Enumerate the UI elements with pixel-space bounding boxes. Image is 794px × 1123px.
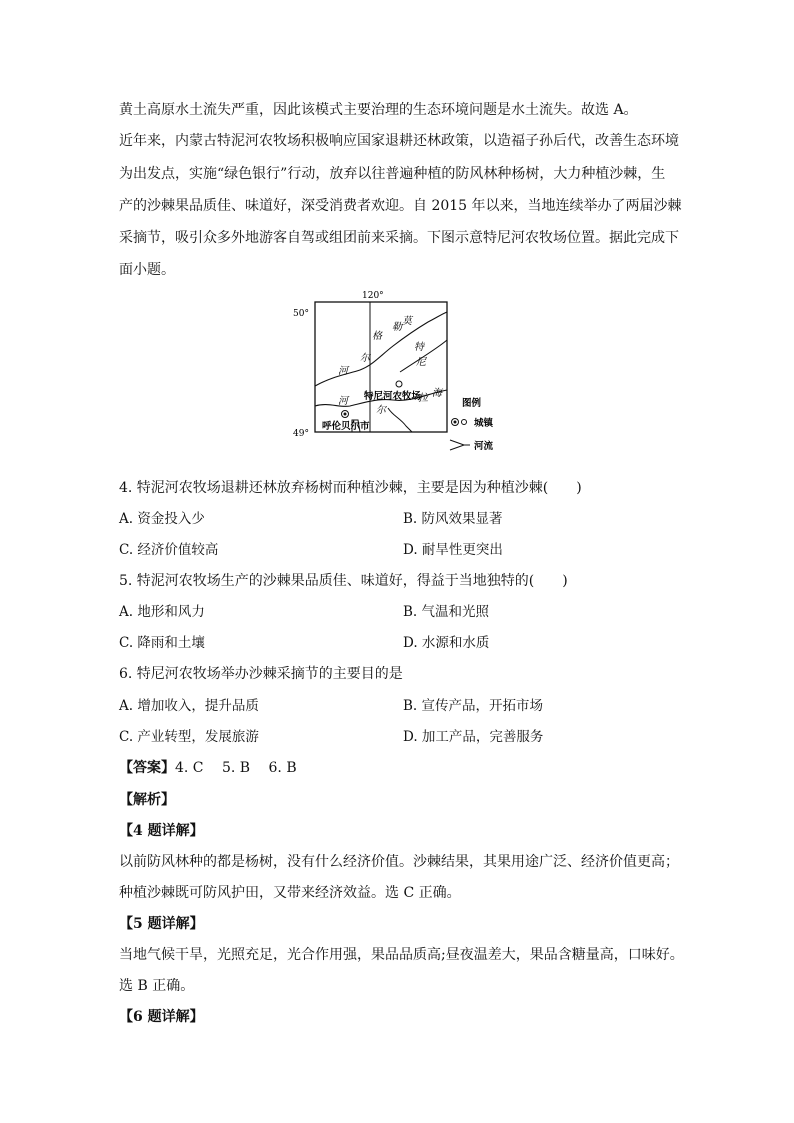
intro-line-3: 为出发点，实施“绿色银行”行动，放弃以往普遍种植的防风林种杨树，大力种植沙棘，生	[119, 166, 666, 182]
q6-detail-label: 【6 题详解】	[119, 1009, 204, 1025]
q4-stem: 4. 特泥河农牧场退耕还林放弃杨树而种植沙棘，主要是因为种植沙棘( )	[119, 480, 582, 496]
city-marker-inner	[344, 413, 347, 416]
border-line	[388, 408, 412, 432]
farm-label: 特尼河农牧场	[364, 391, 422, 402]
intro-line-1: 黄土高原水土流失严重，因此该模式主要治理的生态环境问题是水土流失。故选 A。	[119, 102, 638, 118]
river-south-char-2: 尔	[376, 405, 386, 416]
river-north-char-7: 尼	[416, 357, 426, 368]
q6-option-d: D. 加工产品，完善服务	[403, 729, 544, 745]
q6-option-a: A. 增加收入，提升品质	[119, 698, 259, 714]
farm-marker	[396, 381, 402, 387]
q5-stem: 5. 特泥河农牧场生产的沙棘果品质佳、味道好，得益于当地独特的( )	[119, 573, 568, 589]
river-north	[315, 312, 447, 386]
lon-label: 120°	[362, 291, 384, 301]
q5-detail-line-1: 当地气候干旱，光照充足，光合作用强，果品品质高;昼夜温差大，果品含糖量高，口味好。	[119, 947, 684, 963]
map-svg	[288, 288, 508, 463]
location-map	[288, 288, 508, 463]
intro-line-6: 面小题。	[119, 262, 175, 278]
legend-river-icon	[450, 440, 470, 450]
intro-line-4: 产的沙棘果品质佳、味道好，深受消费者欢迎。自 2015 年以来，当地连续举办了两届沙棘	[119, 198, 682, 214]
river-north-char-5: 莫	[402, 316, 412, 327]
river-north-char-4: 勒	[392, 322, 402, 333]
city-label: 呼伦贝尔市	[322, 421, 370, 432]
q5-option-b: B. 气温和光照	[403, 604, 490, 620]
answer-label: 【答案】	[119, 760, 175, 776]
q4-detail-line-1: 以前防风林种的都是杨树，没有什么经济价值。沙棘结果，其果用途广泛、经济价值更高；	[119, 854, 679, 870]
river-north-char-6: 特	[414, 342, 424, 353]
answer-line	[119, 759, 297, 777]
river-north-char-3: 河	[338, 366, 348, 377]
river-south-char-1: 河	[338, 396, 348, 407]
legend-town-label: 城镇	[474, 418, 494, 429]
q4-option-b: B. 防风效果显著	[403, 511, 503, 527]
intro-line-5: 采摘节，吸引众多外地游客自驾或组团前来采摘。下图示意特尼河农牧场位置。据此完成下	[119, 230, 679, 246]
river-north-char-1: 格	[372, 331, 382, 342]
q6-option-c: C. 产业转型，发展旅游	[119, 729, 259, 745]
legend-farm-icon	[462, 420, 467, 425]
intro-line-2: 近年来，内蒙古特泥河农牧场积极响应国家退耕还林政策，以造福子孙后代，改善生态环境	[119, 133, 679, 149]
legend-river-label: 河流	[474, 441, 494, 452]
q5-option-d: D. 水源和水质	[403, 635, 490, 651]
legend-town-icon-inner	[454, 421, 457, 424]
q4-option-c: C. 经济价值较高	[119, 542, 219, 558]
river-south-char-3: 拉	[418, 393, 428, 404]
q6-option-b: B. 宣传产品，开拓市场	[403, 698, 544, 714]
q5-detail-line-2: 选 B 正确。	[119, 978, 195, 994]
q5-option-a: A. 地形和风力	[119, 604, 205, 620]
analysis-label: 【解析】	[119, 792, 175, 808]
river-north-char-2: 尔	[360, 353, 370, 364]
river-south-char-4: 海	[432, 388, 442, 399]
legend-title: 图例	[462, 398, 482, 409]
q5-option-c: C. 降雨和土壤	[119, 635, 205, 651]
q5-detail-label: 【5 题详解】	[119, 916, 204, 932]
q4-option-a: A. 资金投入少	[119, 511, 205, 527]
q4-detail-line-2: 种植沙棘既可防风护田，又带来经济效益。选 C 正确。	[119, 885, 461, 901]
lat-bottom-label: 49°	[293, 429, 309, 439]
answer-text: 4. C 5. B 6. B	[175, 760, 297, 776]
q4-option-d: D. 耐旱性更突出	[403, 542, 503, 558]
q6-stem: 6. 特尼河农牧场举办沙棘采摘节的主要目的是	[119, 666, 403, 682]
q4-detail-label: 【4 题详解】	[119, 823, 204, 839]
lat-top-label: 50°	[293, 309, 309, 319]
